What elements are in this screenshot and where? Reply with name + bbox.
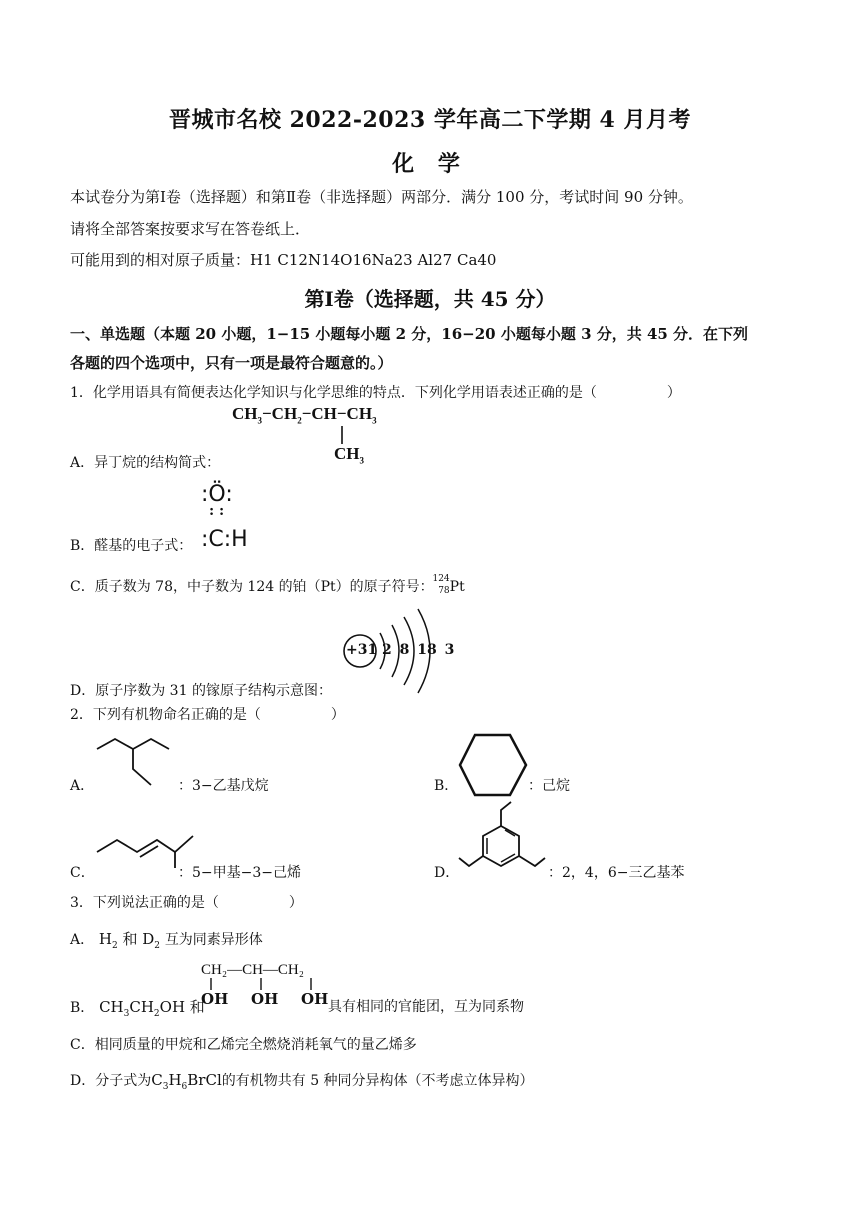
subject-title: 化 学	[392, 151, 468, 177]
intro-line-1: 本试卷分为第Ⅰ卷（选择题）和第Ⅱ卷（非选择题）两部分．满分 100 分，考试时间 90 分钟。	[70, 188, 693, 206]
q2-close-paren: ）	[330, 707, 345, 723]
q3-option-a	[70, 928, 263, 951]
q3-option-c: C．相同质量的甲烷和乙烯完全燃烧消耗氧气的量乙烯多	[70, 1037, 417, 1053]
q2-option-b-letter: B．	[434, 778, 459, 794]
aldehyde-oxygen: :Ö:	[201, 482, 233, 507]
glycerol-oh-3: OH	[301, 990, 329, 1008]
ethyl-pentane-skeleton	[95, 735, 180, 790]
triethylbenzene-skeleton	[455, 800, 555, 878]
q3-close-paren: ）	[288, 895, 303, 911]
q3-option-b	[70, 996, 205, 1019]
q2-option-a-letter: A．	[70, 778, 95, 794]
glycerol-formula-top: CH₂—CH—CH₂	[201, 962, 304, 978]
q1-option-c	[70, 576, 465, 597]
q1-option-c-text: C．质子数为 78，中子数为 124 的铂（Pt）的原子符号：	[70, 579, 434, 595]
gallium-nucleus-label: +31	[346, 642, 378, 658]
ethanol-formula: $CH_3CH_2OH$ 和	[94, 998, 205, 1019]
q2-stem-text: 2．下列有机物命名正确的是（	[70, 707, 261, 723]
isobutane-formula-main: $CH_3-CH_2-CH-CH_3$	[232, 404, 377, 426]
q3-stem	[70, 892, 303, 912]
q3-b-text: 具有相同的官能团，互为同系物	[328, 999, 524, 1015]
exam-title: 晋城市名校 2022-2023 学年高二下学期 4 月月考	[168, 107, 692, 133]
pt-isotope-numbers	[432, 574, 450, 597]
q3-stem-text: 3．下列说法正确的是（	[70, 895, 219, 911]
pt-mass-number: 124	[432, 574, 450, 584]
q2-option-d-name: ：2，4，6−三乙基苯	[548, 865, 685, 881]
pt-symbol: Pt	[449, 579, 465, 595]
isobutane-formula-branch: $CH_3$	[334, 444, 364, 466]
glycerol-oh-2: OH	[251, 990, 279, 1008]
instructions-line-2: 各题的四个选项中，只有一项是最符合题意的。）	[70, 354, 393, 372]
isobutane-branch-bond	[340, 426, 344, 446]
q3-a-text: 互为同素异形体	[164, 932, 263, 948]
q2-option-a-name: ：3−乙基戊烷	[178, 778, 269, 794]
h2-d2-formula: $H_2$ 和 $D_2$	[94, 930, 161, 951]
q2-option-b-name: ：己烷	[528, 778, 570, 794]
q3-d-text: 的有机物共有 5 种同分异构体（不考虑立体异构）	[221, 1073, 534, 1089]
aldehyde-shared-pairs: : :	[209, 503, 225, 519]
cyclohexane-ring	[458, 733, 528, 797]
q3-option-d	[70, 1070, 534, 1092]
q2-option-d-letter: D．	[434, 865, 460, 881]
part1-heading: 第Ⅰ卷（选择题，共 45 分）	[304, 287, 556, 311]
gallium-shell-electrons: 2 8 18 3	[382, 642, 455, 658]
q1-stem-text: 1．化学用语具有简便表达化学知识与化学思维的特点．下列化学用语表述正确的是（	[70, 385, 597, 401]
q1-option-b: B．醛基的电子式：	[70, 538, 193, 554]
glycerol-oh-1: OH	[201, 990, 229, 1008]
q3-a-prefix: A．	[70, 932, 95, 948]
q2-option-c-letter: C．	[70, 865, 95, 881]
c3h6brcl-formula: $C_3H_6BrCl$	[151, 1071, 222, 1092]
q1-option-a: A．异丁烷的结构简式：	[70, 455, 221, 471]
q1-stem	[70, 382, 681, 402]
intro-line-2: 请将全部答案按要求写在答卷纸上．	[70, 220, 311, 238]
q2-stem	[70, 704, 345, 724]
q1-close-paren: ）	[666, 385, 681, 401]
pt-atomic-number: 78	[438, 586, 450, 596]
q2-option-c-name: ：5−甲基−3−己烯	[178, 865, 302, 881]
q3-b-prefix: B．	[70, 1000, 95, 1016]
q3-d-prefix: D．分子式为	[70, 1073, 152, 1089]
aldehyde-carbon-h: :C:H	[201, 527, 248, 552]
instructions-line-1: 一、单选题（本题 20 小题，1−15 小题每小题 2 分，16−20 小题每小题 3 分，共 45 分．在下列	[70, 325, 749, 343]
q1-option-d: D．原子序数为 31 的镓原子结构示意图：	[70, 683, 332, 699]
intro-line-3: 可能用到的相对原子质量：H1 C12N14O16Na23 Al27 Ca40	[70, 251, 497, 269]
